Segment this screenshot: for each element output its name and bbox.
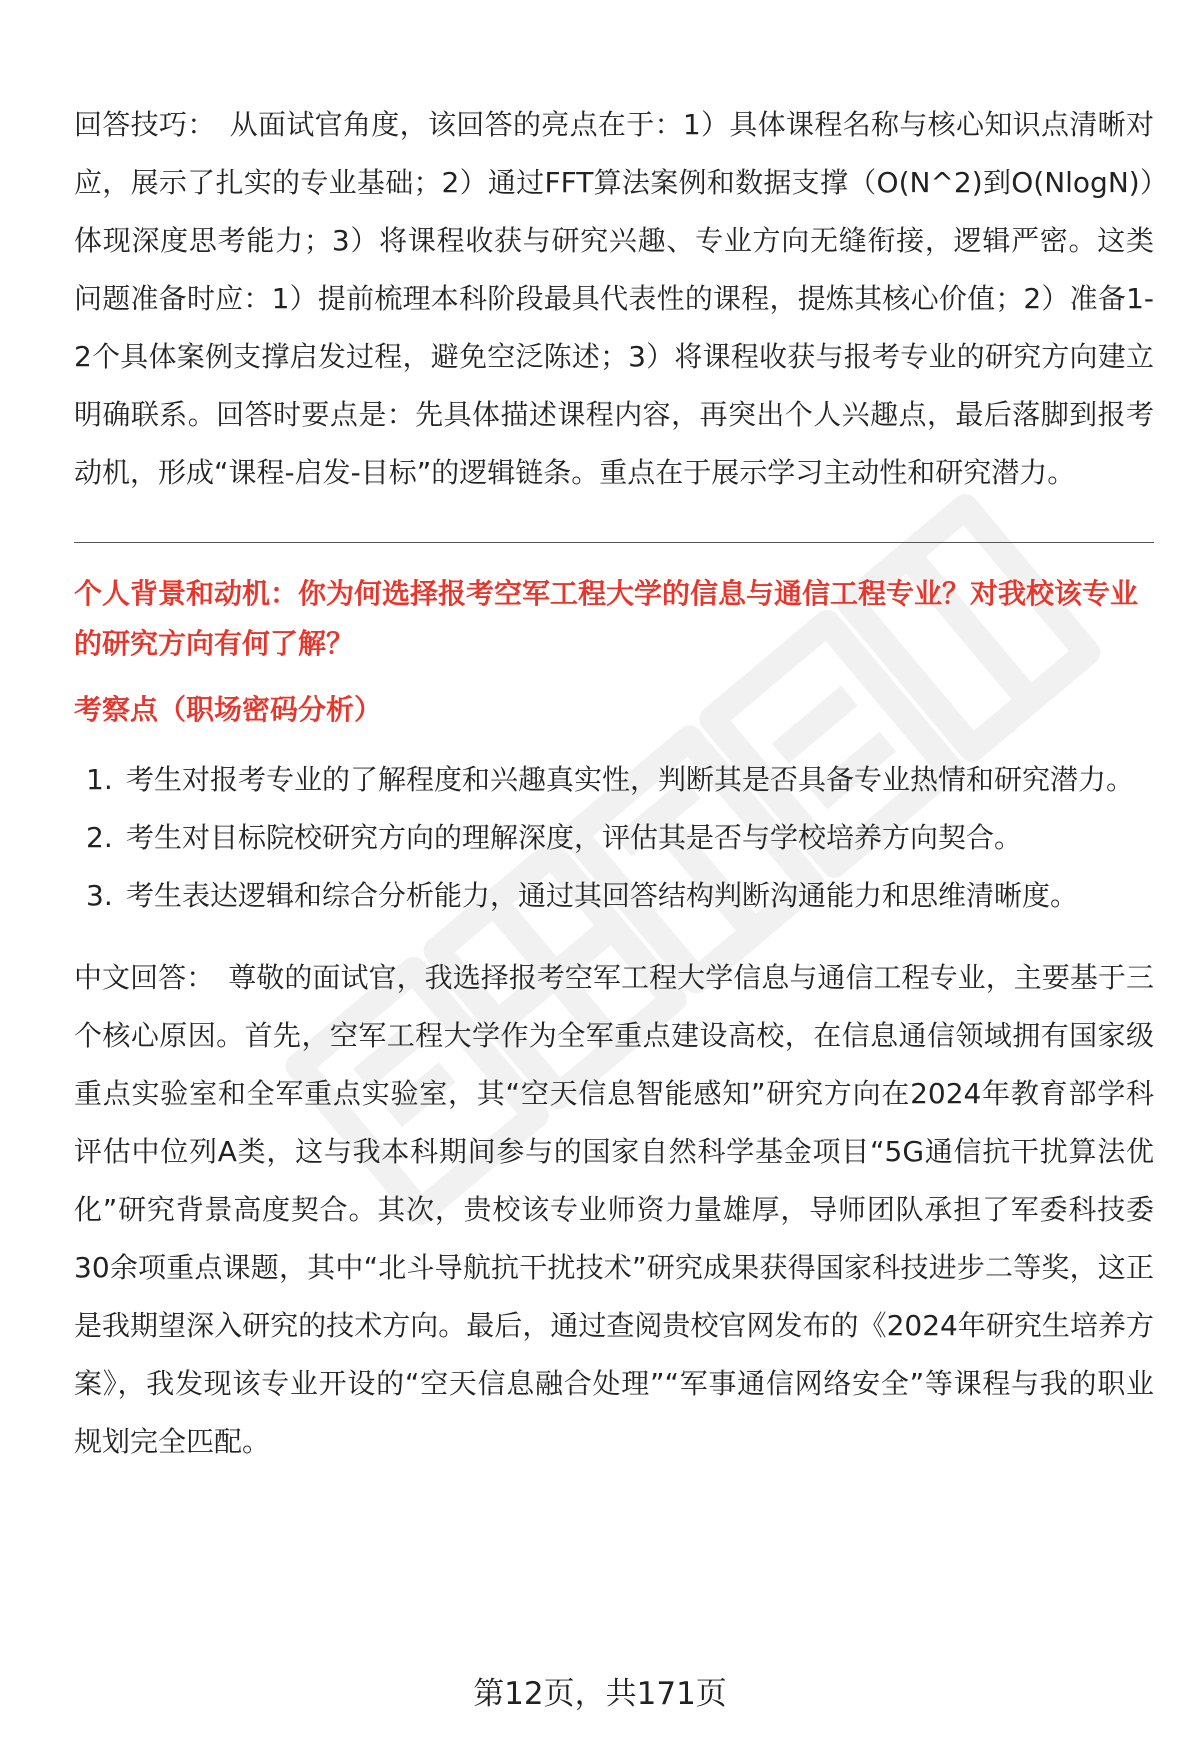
list-item <box>74 867 1154 925</box>
list-item <box>74 751 1154 809</box>
answer-text: 尊敬的面试官，我选择报考空军工程大学信息与通信工程专业，主要基于三个核心原因。首先，空军工程大学作为全军重点建设高校，在信息通信领域拥有国家级重点实验室和全军重点实验室，其“空天信息智能感知”研究方向在2024年教育部学科评估中位列A类，这与我本科期间参与的国家自然科学基金项目“5G通信抗干扰算法优化”研究背景高度契合。其次，贵校该专业师资力量雄厚，导师团队承担了军委科技委30余项重点课题，其中“北斗导航抗干扰技术”研究成果获得国家科技进步二等奖，这正是我期望深入研究的技术方向。最后，通过查阅贵校官网发布的《2024年研究生培养方案》，我发现该专业开设的“空天信息融合处理”“军事通信网络安全”等课程与我的职业规划完全匹配。 <box>74 961 1154 1458</box>
answer-label: 中文回答： <box>74 961 215 994</box>
tips-paragraph <box>74 96 1154 502</box>
list-item-text: 考生表达逻辑和综合分析能力，通过其回答结构判断沟通能力和思维清晰度。 <box>126 879 1079 912</box>
tips-label: 回答技巧： <box>74 108 216 141</box>
page-number: 第12页，共171页 <box>473 1676 727 1712</box>
list-item-text: 考生对报考专业的了解程度和兴趣真实性，判断其是否具备专业热情和研究潜力。 <box>126 763 1135 796</box>
list-item-number: 3. <box>86 879 113 912</box>
analysis-heading: 考察点（职场密码分析） <box>74 693 383 726</box>
question-heading: 个人背景和动机：你为何选择报考空军工程大学的信息与通信工程专业？对我校该专业的研究方向有何了解？ <box>74 577 1139 660</box>
analysis-list <box>74 751 1154 925</box>
list-item-text: 考生对目标院校研究方向的理解深度，评估其是否与学校培养方向契合。 <box>126 821 1023 854</box>
list-item-number: 1. <box>86 763 113 796</box>
tips-text: 从面试官角度，该回答的亮点在于：1）具体课程名称与核心知识点清晰对应，展示了扎实的专业基础；2）通过FFT算法案例和数据支撑（O(N^2)到O(NlogN)）体现深度思考能力；3）将课程收获与研究兴趣、专业方向无缝衔接，逻辑严密。这类问题准备时应：1）提前梳理本科阶段最具代表性的课程，提炼其核心价值；2）准备1-2个具体案例支撑启发过程，避免空泛陈述；3）将课程收获与报考专业的研究方向建立明确联系。回答时要点是：先具体描述课程内容，再突出个人兴趣点，最后落脚到报考动机，形成“课程-启发-目标”的逻辑链条。重点在于展示学习主动性和研究潜力。 <box>74 108 1154 489</box>
list-item-number: 2. <box>86 821 113 854</box>
document-body <box>74 96 1154 1471</box>
list-item <box>74 809 1154 867</box>
answer-paragraph <box>74 949 1154 1471</box>
section-divider <box>74 542 1154 543</box>
